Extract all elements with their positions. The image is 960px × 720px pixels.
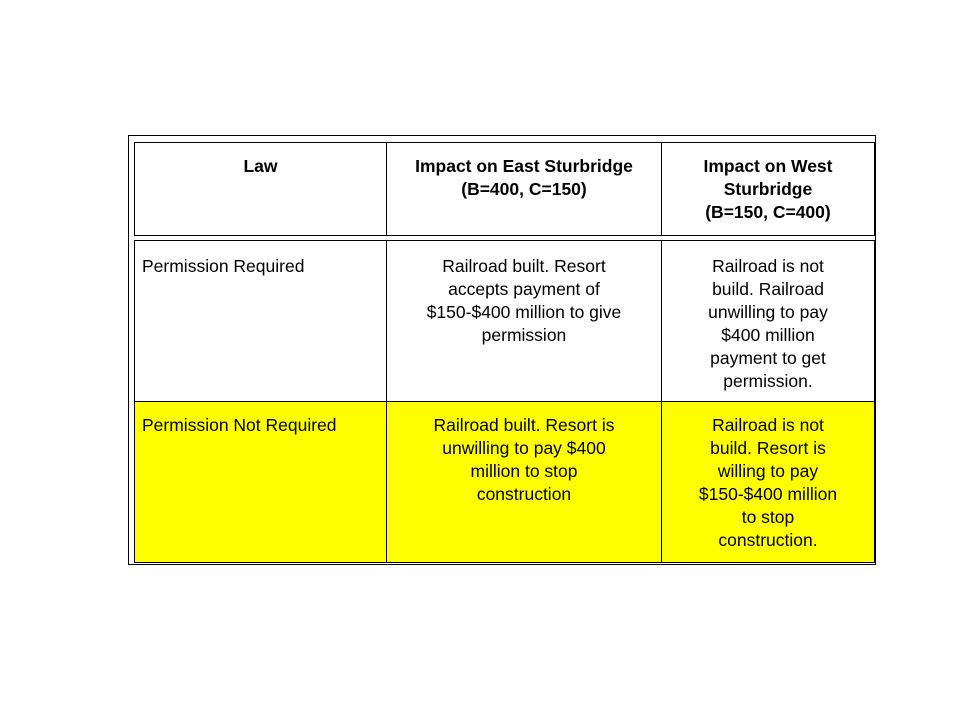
header-east-sturbridge: Impact on East Sturbridge (B=400, C=150) bbox=[415, 156, 633, 199]
row-permission-not-required-east: Railroad built. Resort is unwilling to pay $400 million to stop construction bbox=[433, 415, 615, 504]
row-permission-not-required-law: Permission Not Required bbox=[142, 415, 337, 435]
row-permission-required-east: Railroad built. Resort accepts payment of $150-$400 million to give permission bbox=[426, 256, 622, 345]
row-permission-required-law: Permission Required bbox=[142, 256, 305, 276]
row-divider bbox=[134, 401, 875, 402]
header-west-sturbridge: Impact on West Sturbridge (B=150, C=400) bbox=[703, 156, 833, 222]
header-law: Law bbox=[243, 156, 278, 176]
row-permission-required-west: Railroad is not build. Railroad unwilling to pay $400 million payment to get permission. bbox=[708, 256, 828, 391]
row-permission-not-required-west: Railroad is not build. Resort is willing to pay $150-$400 million to stop construction. bbox=[698, 415, 838, 550]
